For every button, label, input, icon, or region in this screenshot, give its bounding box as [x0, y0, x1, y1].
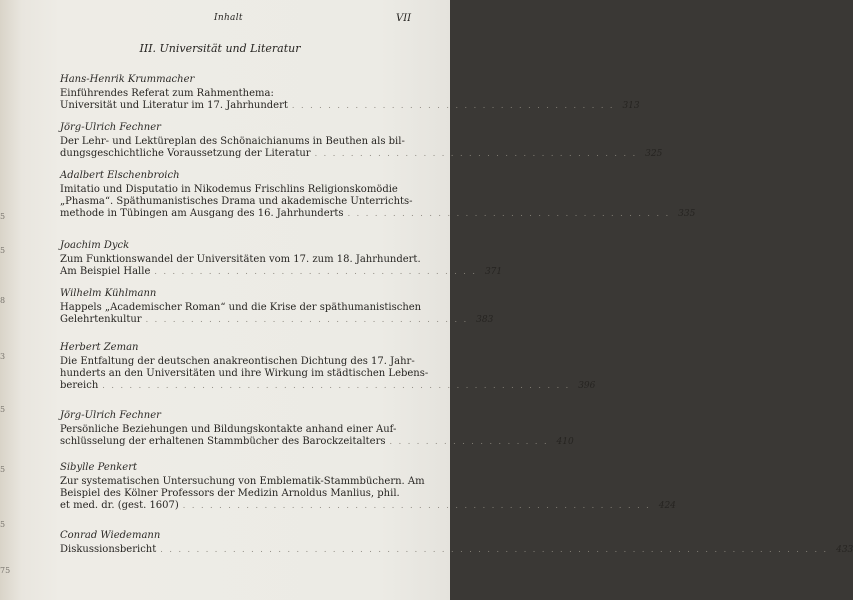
leader-dots: . . . . . . . . . . . . . . . . . . . . . . . . . . . . . . . . . . . . — [154, 267, 477, 276]
entry-page-number: 325 — [645, 149, 663, 159]
toc-entry — [60, 342, 596, 392]
entry-title-line: methode in Tübingen am Ausgang des 16. Jahrhunderts — [60, 208, 344, 219]
gutter-mark: 5 — [0, 520, 6, 529]
entry-page-number: 371 — [484, 267, 503, 277]
entry-title-line: Persönliche Beziehungen und Bildungskontakte anhand einer Auf- — [60, 424, 397, 435]
leader-dots: . . . . . . . . . . . . . . . . . . . . . . . . . . . . . . . . . . . . . . . . . . . . . . . . . . . . — [182, 501, 651, 510]
entry-title-line: Am Beispiel Halle — [60, 266, 151, 277]
entry-title-line: Zum Funktionswandel der Universitäten vom 17. zum 18. Jahrhundert. — [60, 254, 421, 265]
entry-title-line: Happels „Academischer Roman“ und die Krise der späthumanistischen — [60, 302, 422, 313]
gutter-mark: 5 — [0, 405, 6, 414]
entry-title-last-line — [60, 266, 503, 278]
entry-page-number: 424 — [658, 501, 676, 511]
entry-title-line: Die Entfaltung der deutschen anakreontischen Dichtung des 17. Jahr- — [60, 356, 415, 367]
entry-title-line: et med. dr. (gest. 1607) — [60, 500, 179, 511]
toc-entry — [60, 462, 676, 512]
running-head-section: Inhalt — [214, 13, 243, 23]
toc-entry — [60, 240, 503, 278]
leader-dots: . . . . . . . . . . . . . . . . . . . . . . . . . . . . . . . . . . . . . . . . . . . . . . . . . . . . — [102, 381, 571, 390]
entry-title-last-line — [60, 500, 676, 512]
entry-title-line: Imitatio und Disputatio in Nikodemus Frischlins Religionskomödie — [60, 184, 398, 195]
gutter-mark: 5 — [0, 212, 6, 221]
gutter-mark: 75 — [0, 566, 11, 575]
entry-title-line: Universität und Literatur im 17. Jahrhundert — [60, 100, 288, 111]
running-head — [0, 13, 450, 27]
leader-dots: . . . . . . . . . . . . . . . . . . . . . . . . . . . . . . . . . . . . — [314, 149, 638, 158]
entry-title-last-line — [60, 148, 663, 160]
toc-entry — [60, 410, 574, 448]
entry-title-last-line — [60, 436, 574, 448]
entry-title-line: Der Lehr- und Lektüreplan des Schönaichianums in Beuthen als bil- — [60, 136, 405, 147]
gutter-mark: 3 — [0, 352, 6, 361]
entry-title-last-line — [60, 544, 853, 556]
gutter-mark: 8 — [0, 296, 6, 305]
entry-page-number: 410 — [556, 437, 574, 447]
entry-page-number: 313 — [622, 101, 640, 111]
entry-author: Sibylle Penkert — [60, 462, 138, 473]
entry-page-number: 383 — [476, 315, 494, 325]
entry-author: Conrad Wiedemann — [60, 530, 161, 541]
running-head-page-number: VII — [396, 13, 412, 24]
entry-author: Joachim Dyck — [60, 240, 130, 251]
entry-title-last-line — [60, 314, 494, 326]
entry-author: Wilhelm Kühlmann — [60, 288, 157, 299]
leader-dots: . . . . . . . . . . . . . . . . . . . . . . . . . . . . . . . . . . . . . . . . . . . . . . . . . . . . . . . . . . . . . . . . . . . . . . . . . . — [160, 545, 829, 554]
entry-title-last-line — [60, 380, 596, 392]
entry-author: Herbert Zeman — [60, 342, 139, 353]
entry-author: Hans-Henrik Krummacher — [60, 74, 195, 85]
toc-entry — [60, 530, 853, 556]
entry-title-line: Zur systematischen Untersuchung von Emblematik-Stammbüchern. Am — [60, 476, 425, 487]
entry-author: Adalbert Elschenbroich — [60, 170, 180, 181]
entry-author: Jörg-Ulrich Fechner — [60, 410, 161, 421]
leader-dots: . . . . . . . . . . . . . . . . . . — [389, 437, 549, 446]
toc-entry — [60, 74, 640, 112]
leader-dots: . . . . . . . . . . . . . . . . . . . . . . . . . . . . . . . . . . . . — [291, 101, 615, 110]
toc-entry — [60, 122, 663, 160]
toc-entry — [60, 170, 696, 220]
entry-title-line: Diskussionsbericht — [60, 544, 157, 555]
leader-dots: . . . . . . . . . . . . . . . . . . . . . . . . . . . . . . . . . . . . — [347, 209, 671, 218]
entry-page-number: 335 — [678, 209, 696, 219]
toc-entry — [60, 288, 494, 326]
entry-title-line: bereich — [60, 380, 99, 391]
entry-title-line: Beispiel des Kölner Professors der Medizin Arnoldus Manlius, phil. — [60, 488, 400, 499]
entry-page-number: 396 — [578, 381, 596, 391]
entry-title-line: Einführendes Referat zum Rahmenthema: — [60, 88, 274, 99]
gutter-mark: 5 — [0, 246, 6, 255]
leader-dots: . . . . . . . . . . . . . . . . . . . . . . . . . . . . . . . . . . . . — [145, 315, 469, 324]
entry-author: Jörg-Ulrich Fechner — [60, 122, 161, 133]
entry-title-line: dungsgeschichtliche Voraussetzung der Literatur — [60, 148, 311, 159]
section-title: III. Universität und Literatur — [139, 42, 301, 55]
entry-page-number: 433 — [836, 545, 853, 555]
gutter-mark: 5 — [0, 465, 6, 474]
entry-title-last-line — [60, 100, 640, 112]
entry-title-line: Gelehrtenkultur — [60, 314, 142, 325]
entry-title-line: „Phasma“. Späthumanistisches Drama und akademische Unterrichts- — [60, 196, 413, 207]
entry-title-last-line — [60, 208, 696, 220]
entry-title-line: schlüsselung der erhaltenen Stammbücher des Barockzeitalters — [60, 436, 386, 447]
entry-title-line: hunderts an den Universitäten und ihre Wirkung im städtischen Lebens- — [60, 368, 429, 379]
